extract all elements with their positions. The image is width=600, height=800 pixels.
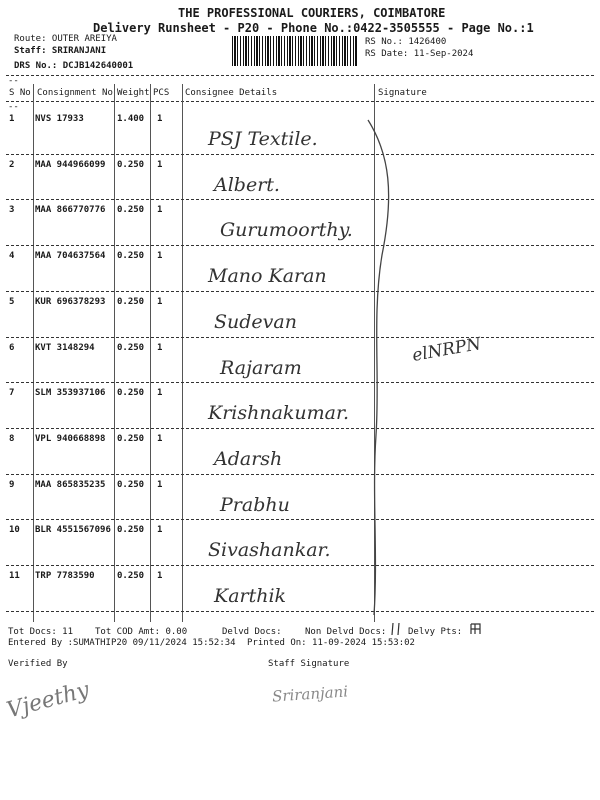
consignee-name: Sudevan: [214, 310, 297, 333]
cell-pcs: 1: [157, 525, 163, 536]
cell-weight: 0.250: [117, 251, 145, 262]
cell-weight: 0.250: [117, 205, 145, 216]
cell-sno: 7: [9, 388, 15, 399]
signature-note: elNRPN: [410, 334, 483, 366]
cell-sno: 10: [9, 525, 20, 536]
runsheet-subtitle: Delivery Runsheet - P20 - Phone No.:0422-3505555 - Page No.:1: [93, 21, 534, 35]
row-divider: [6, 474, 594, 475]
row-divider: [6, 154, 594, 155]
printed-on: Printed On: 11-09-2024 15:53:02: [247, 638, 415, 648]
cell-cons: MAA 865835235: [35, 479, 106, 490]
consignee-name: Karthik: [214, 585, 287, 607]
consignee-name: PSJ Textile.: [208, 128, 318, 150]
consignee-name: Mano Karan: [208, 265, 327, 288]
staff-signature: Sriranjani: [271, 682, 349, 706]
cell-cons: BLR 4551567096: [35, 525, 111, 536]
consignee-name: Prabhu: [220, 493, 290, 516]
row-divider: [6, 611, 594, 612]
company-title: THE PROFESSIONAL COURIERS, COIMBATORE: [178, 6, 446, 20]
cell-weight: 0.250: [117, 479, 145, 490]
cell-weight: 0.250: [117, 433, 145, 444]
cell-pcs: 1: [157, 479, 163, 490]
column-divider: [114, 84, 115, 622]
row-divider: [6, 428, 594, 429]
cell-weight: 0.250: [117, 342, 145, 353]
cell-sno: 1: [9, 114, 15, 124]
cell-pcs: 1: [157, 205, 163, 216]
column-divider: [150, 84, 151, 622]
rs-date: RS Date: 11-Sep-2024: [365, 49, 474, 59]
cell-sno: 2: [9, 159, 15, 170]
cell-cons: MAA 866770776: [35, 205, 106, 216]
non-delvd-mark: [390, 622, 404, 636]
cell-pcs: 1: [157, 388, 163, 399]
dash-marker: --: [8, 76, 19, 86]
cell-pcs: 1: [157, 114, 163, 124]
row-divider: [6, 565, 594, 566]
col-header-weight: Weight: [117, 88, 150, 98]
non-delvd-docs: Non Delvd Docs:: [305, 627, 387, 637]
cell-sno: 11: [9, 571, 20, 581]
consignee-name: Gurumoorthy.: [220, 219, 353, 242]
drs-number: DRS No.: DCJB142640001: [14, 61, 134, 71]
delvy-pts-mark: [468, 621, 484, 637]
verified-by-label: Verified By: [8, 659, 68, 669]
tot-cod-amt: Tot COD Amt: 0.00: [95, 627, 188, 637]
cell-cons: KVT 3148294: [35, 342, 95, 353]
cell-weight: 0.250: [117, 525, 145, 536]
consignee-name: Adarsh: [214, 447, 283, 470]
delvy-pts: Delvy Pts:: [408, 627, 463, 637]
cell-cons: SLM 353937106: [35, 388, 106, 399]
cell-cons: KUR 696378293: [35, 296, 106, 307]
cell-sno: 4: [9, 251, 15, 262]
cell-weight: 0.250: [117, 388, 145, 399]
cell-cons: MAA 704637564: [35, 251, 106, 262]
cell-pcs: 1: [157, 159, 163, 170]
consignee-name: Rajaram: [220, 356, 302, 379]
column-divider: [182, 84, 183, 622]
cell-sno: 8: [9, 433, 15, 444]
staff-signature-label: Staff Signature: [268, 659, 350, 669]
entered-by: Entered By :SUMATHIP20 09/11/2024 15:52:34: [8, 638, 236, 648]
cell-weight: 1.400: [117, 114, 145, 124]
cell-pcs: 1: [157, 251, 163, 262]
col-header-pcs: PCS: [153, 88, 170, 98]
rs-number: RS No.: 1426400: [365, 37, 447, 47]
dash-marker: --: [8, 102, 19, 112]
cell-cons: TRP 7783590: [35, 571, 95, 581]
col-header-details: Consignee Details: [185, 88, 278, 98]
tot-docs: Tot Docs: 11: [8, 627, 74, 637]
cell-pcs: 1: [157, 296, 163, 307]
column-divider: [33, 84, 34, 622]
cell-cons: VPL 940668898: [35, 433, 106, 444]
barcode: [232, 36, 358, 66]
verifier-signature: Vjeethy: [4, 677, 92, 724]
staff-label: Staff: SRIRANJANI: [14, 46, 107, 56]
cell-sno: 6: [9, 342, 15, 353]
cell-sno: 9: [9, 479, 15, 490]
cell-pcs: 1: [157, 433, 163, 444]
row-divider: [6, 382, 594, 383]
col-header-sno: S No: [9, 88, 31, 98]
row-divider: [6, 291, 594, 292]
consignee-name: Albert.: [214, 173, 280, 196]
cell-sno: 3: [9, 205, 15, 216]
cell-pcs: 1: [157, 342, 163, 353]
route-label: Route: OUTER AREIYA: [14, 34, 117, 44]
row-divider: [6, 199, 594, 200]
consignee-name: Krishnakumar.: [208, 402, 350, 425]
col-header-signature: Signature: [378, 88, 427, 98]
consignee-name: Sivashankar.: [208, 539, 331, 562]
signature-stroke: [360, 115, 410, 620]
row-divider: [6, 245, 594, 246]
cell-weight: 0.250: [117, 159, 145, 170]
cell-sno: 5: [9, 296, 15, 307]
delvd-docs: Delvd Docs:: [222, 627, 282, 637]
row-divider: [6, 337, 594, 338]
cell-cons: MAA 944966099: [35, 159, 106, 170]
cell-cons: NVS 17933: [35, 114, 84, 124]
col-header-consignment: Consignment No: [37, 88, 113, 98]
cell-pcs: 1: [157, 571, 163, 581]
cell-weight: 0.250: [117, 571, 145, 581]
row-divider: [6, 519, 594, 520]
cell-weight: 0.250: [117, 296, 145, 307]
